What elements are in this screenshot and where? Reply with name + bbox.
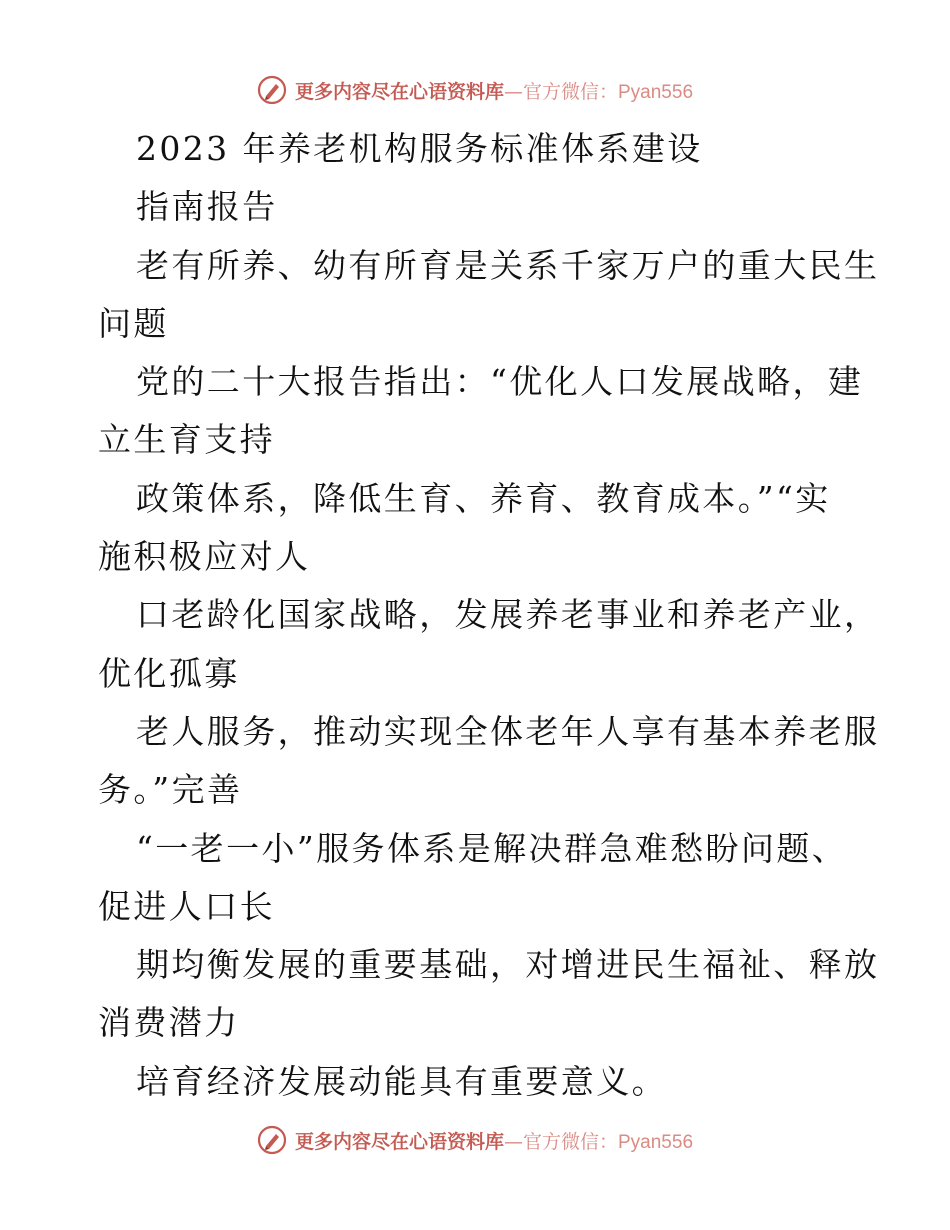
watermark-brand: 更多内容尽在心语资料库: [294, 80, 504, 103]
pen-circle-logo-icon: [257, 75, 287, 105]
watermark-official: 官方微信：: [522, 80, 618, 103]
watermark-account: Pyan556: [618, 1131, 694, 1153]
paragraph-line: 老人服务，推动实现全体老年人享有基本养老服: [136, 711, 880, 751]
paragraph-line: 问题: [98, 303, 169, 343]
paragraph-line: 口老龄化国家战略，发展养老事业和养老产业，: [136, 595, 880, 635]
paragraph-line: 优化孤寡: [98, 653, 240, 693]
watermark-dash: —: [503, 1130, 523, 1153]
paragraph-line: 党的二十大报告指出：“优化人口发展战略，建: [136, 362, 864, 402]
watermark-official: 官方微信：: [522, 1130, 618, 1153]
watermark-text: [295, 1127, 693, 1154]
paragraph-line: 期均衡发展的重要基础，对增进民生福祉、释放: [136, 945, 880, 985]
paragraph-line: 政策体系，降低生育、养育、教育成本。”“实: [136, 478, 831, 518]
document-title-line-1: 2023 年养老机构服务标准体系建设: [136, 129, 703, 168]
pen-circle-logo-icon: [257, 1125, 287, 1155]
header-watermark: [0, 68, 950, 112]
document-title-line-2: 指南报告: [136, 187, 278, 227]
watermark-text: [295, 77, 693, 104]
paragraph-line: “一老一小”服务体系是解决群急难愁盼问题、: [136, 828, 848, 868]
paragraph-line: 施积极应对人: [98, 537, 311, 577]
paragraph-line: 促进人口长: [98, 886, 275, 926]
paragraph-line: 消费潜力: [98, 1003, 240, 1043]
footer-watermark: [0, 1118, 950, 1162]
watermark-account: Pyan556: [618, 81, 694, 103]
paragraph-line: 务。”完善: [98, 770, 243, 810]
paragraph-line: 立生育支持: [98, 420, 275, 460]
paragraph-line: 老有所养、幼有所育是关系千家万户的重大民生: [136, 245, 880, 285]
document-body: [98, 120, 878, 1111]
watermark-dash: —: [503, 80, 523, 103]
paragraph-line: 培育经济发展动能具有重要意义。: [136, 1061, 667, 1101]
watermark-brand: 更多内容尽在心语资料库: [294, 1130, 504, 1153]
